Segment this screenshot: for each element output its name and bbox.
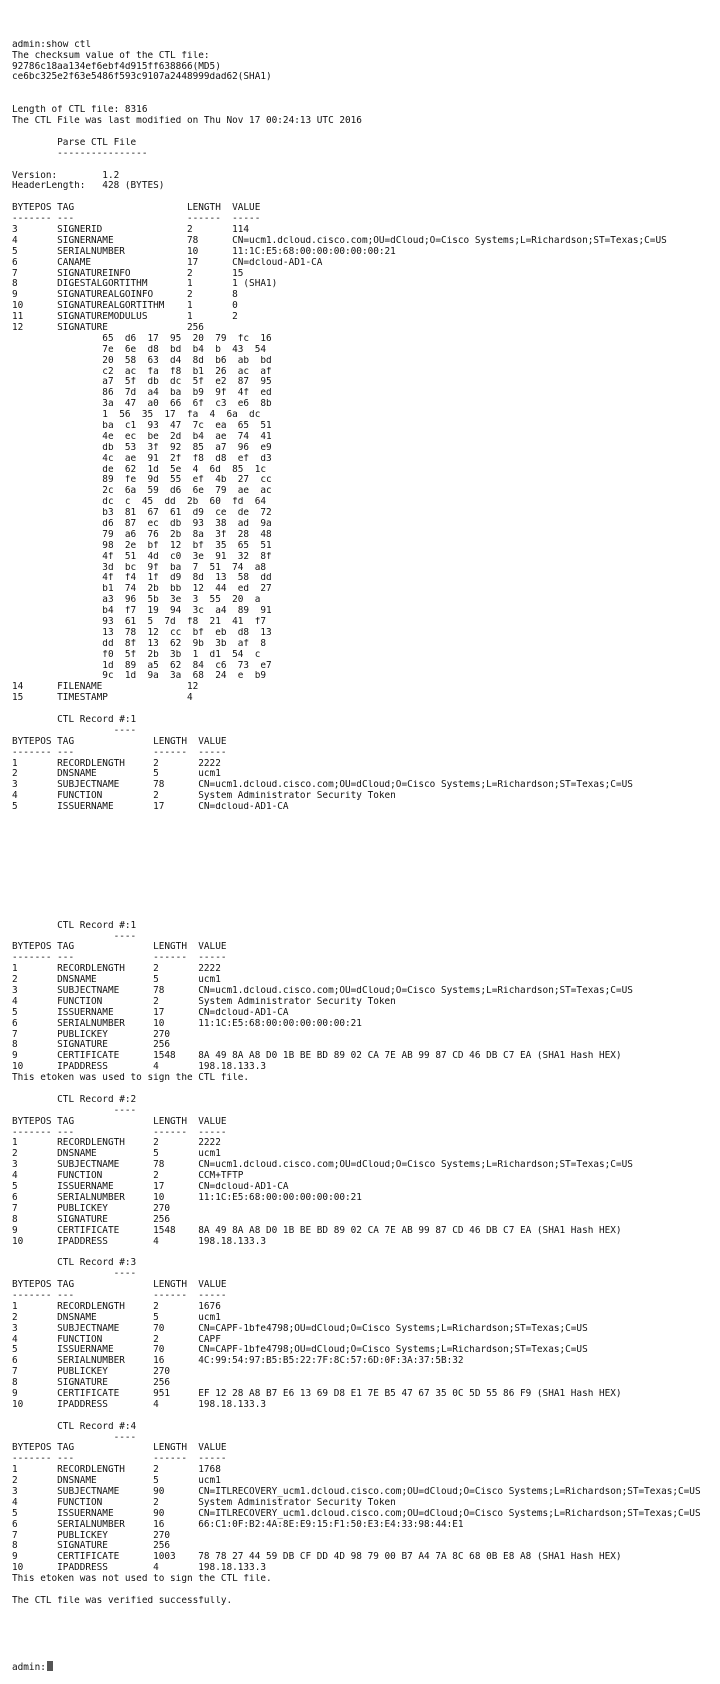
terminal-line: 1d 89 a5 62 84 c6 73 e7 bbox=[12, 660, 272, 671]
terminal-line bbox=[12, 1247, 712, 1258]
terminal-output bbox=[12, 18, 712, 1684]
terminal-line: HeaderLength: 428 (BYTES) bbox=[12, 181, 165, 192]
terminal-line bbox=[12, 127, 712, 138]
terminal-line: 86 7d a4 ba b9 9f 4f ed bbox=[12, 388, 272, 399]
terminal-line: ------- --- ------ ----- bbox=[12, 747, 227, 758]
terminal-line: BYTEPOS TAG LENGTH VALUE bbox=[12, 736, 227, 747]
terminal-line bbox=[12, 94, 712, 105]
terminal-line bbox=[12, 1411, 712, 1422]
terminal-line: 1 RECORDLENGTH 2 2222 bbox=[12, 1138, 221, 1149]
terminal-line: 3a 47 a0 66 6f c3 e6 8b bbox=[12, 399, 272, 410]
terminal-line: 2 DNSNAME 5 ucm1 bbox=[12, 769, 221, 780]
terminal-line: 8 SIGNATURE 256 bbox=[12, 1541, 171, 1552]
terminal-line: 5 ISSUERNAME 17 CN=dcloud-AD1-CA bbox=[12, 1007, 289, 1018]
terminal-line: 4 FUNCTION 2 System Administrator Security Token bbox=[12, 1497, 396, 1508]
terminal-line: 4f f4 1f d9 8d 13 58 dd bbox=[12, 573, 272, 584]
terminal-line: admin:show ctl bbox=[12, 39, 92, 50]
terminal-line: ------- --- ------ ----- bbox=[12, 953, 227, 964]
terminal-line: 2c 6a 59 d6 6e 79 ae ac bbox=[12, 486, 272, 497]
terminal-line: 15 TIMESTAMP 4 bbox=[12, 693, 193, 704]
terminal-line: 4c ae 91 2f f8 d8 ef d3 bbox=[12, 453, 272, 464]
terminal-line: 2 DNSNAME 5 ucm1 bbox=[12, 1149, 221, 1160]
terminal-line: CTL Record #:4 bbox=[12, 1421, 137, 1432]
terminal-line: 1 RECORDLENGTH 2 1676 bbox=[12, 1301, 221, 1312]
terminal-line: dd 8f 13 62 9b 3b af 8 bbox=[12, 638, 266, 649]
terminal-line: b1 74 2b bb 12 44 ed 27 bbox=[12, 584, 272, 595]
terminal-line: 5 ISSUERNAME 17 CN=dcloud-AD1-CA bbox=[12, 1182, 289, 1193]
terminal-line: 10 IPADDRESS 4 198.18.133.3 bbox=[12, 1563, 266, 1574]
terminal-line: 4f 51 4d c0 3e 91 32 8f bbox=[12, 551, 272, 562]
terminal-line: BYTEPOS TAG LENGTH VALUE bbox=[12, 942, 227, 953]
terminal-line bbox=[12, 1084, 712, 1095]
prompt-label: admin: bbox=[12, 1662, 46, 1674]
terminal-line: 4 FUNCTION 2 CAPF bbox=[12, 1334, 221, 1345]
terminal-line: ---- bbox=[12, 1432, 137, 1443]
terminal-line: 5 SERIALNUMBER 10 11:1C:E5:68:00:00:00:00:00:21 bbox=[12, 246, 396, 257]
terminal-line: c2 ac fa f8 b1 26 ac af bbox=[12, 366, 272, 377]
terminal-line: 10 IPADDRESS 4 198.18.133.3 bbox=[12, 1236, 266, 1247]
terminal-line: 7e 6e d8 bd b4 b 43 54 bbox=[12, 344, 266, 355]
terminal-line: BYTEPOS TAG LENGTH VALUE bbox=[12, 1116, 227, 1127]
terminal-line: ---- bbox=[12, 931, 137, 942]
terminal-line: 9c 1d 9a 3a 68 24 e b9 bbox=[12, 671, 266, 682]
terminal-line: db 53 3f 92 85 a7 96 e9 bbox=[12, 442, 272, 453]
terminal-line: ---- bbox=[12, 725, 137, 736]
terminal-line: BYTEPOS TAG LENGTH VALUE bbox=[12, 1443, 227, 1454]
terminal-line: 79 a6 76 2b 8a 3f 28 48 bbox=[12, 529, 272, 540]
terminal-line: 7 PUBLICKEY 270 bbox=[12, 1530, 171, 1541]
terminal-line: CTL Record #:2 bbox=[12, 1094, 137, 1105]
terminal-line: 4 FUNCTION 2 System Administrator Security Token bbox=[12, 791, 396, 802]
terminal-line: 4 SIGNERNAME 78 CN=ucm1.dcloud.cisco.com;OU=dCloud;O=Cisco Systems;L=Richardson;ST=Texas;C=US bbox=[12, 235, 667, 246]
terminal-line: a3 96 5b 3e 3 55 20 a bbox=[12, 595, 261, 606]
terminal-line: 5 ISSUERNAME 90 CN=ITLRECOVERY_ucm1.dcloud.cisco.com;OU=dCloud;O=Cisco Systems;L=Richardson;ST=Texas;C=US bbox=[12, 1508, 701, 1519]
terminal-line: a7 5f db dc 5f e2 87 95 bbox=[12, 377, 272, 388]
terminal-line: 3 SUBJECTNAME 78 CN=ucm1.dcloud.cisco.com;OU=dCloud;O=Cisco Systems;L=Richardson;ST=Texas;C=US bbox=[12, 1160, 633, 1171]
terminal-line bbox=[12, 1585, 712, 1596]
terminal-line: 9 SIGNATUREALGOINFO 2 8 bbox=[12, 290, 238, 301]
terminal-line: 1 RECORDLENGTH 2 2222 bbox=[12, 964, 221, 975]
terminal-line: 6 SERIALNUMBER 10 11:1C:E5:68:00:00:00:00:00:21 bbox=[12, 1018, 362, 1029]
terminal-line: 1 RECORDLENGTH 2 1768 bbox=[12, 1465, 221, 1476]
terminal-line: 9 CERTIFICATE 951 EF 12 28 A8 B7 E6 13 69 D8 E1 7E B5 47 67 35 0C 5D 55 86 F9 (SHA1 Hash HEX) bbox=[12, 1388, 622, 1399]
terminal-line: BYTEPOS TAG LENGTH VALUE bbox=[12, 1280, 227, 1291]
terminal-line: 14 FILENAME 12 bbox=[12, 682, 199, 693]
terminal-line: ---- bbox=[12, 1105, 137, 1116]
terminal-line: f0 5f 2b 3b 1 d1 54 c bbox=[12, 649, 261, 660]
terminal-line: 20 58 63 d4 8d b6 ab bd bbox=[12, 355, 272, 366]
terminal-line: CTL Record #:3 bbox=[12, 1258, 137, 1269]
terminal-line: 89 fe 9d 55 ef 4b 27 cc bbox=[12, 475, 272, 486]
terminal-line: 3 SUBJECTNAME 78 CN=ucm1.dcloud.cisco.com;OU=dCloud;O=Cisco Systems;L=Richardson;ST=Texas;C=US bbox=[12, 780, 633, 791]
terminal-line: de 62 1d 5e 4 6d 85 1c bbox=[12, 464, 266, 475]
terminal-line: 3d bc 9f ba 7 51 74 a8 bbox=[12, 562, 266, 573]
terminal-line: dc c 45 dd 2b 60 fd 64 bbox=[12, 497, 266, 508]
terminal-line: 7 PUBLICKEY 270 bbox=[12, 1367, 171, 1378]
cursor-block[interactable] bbox=[47, 1661, 53, 1671]
terminal-line: The CTL file was verified successfully. bbox=[12, 1595, 233, 1606]
terminal-line: 2 DNSNAME 5 ucm1 bbox=[12, 1476, 221, 1487]
terminal-line: 13 78 12 cc bf eb d8 13 bbox=[12, 627, 272, 638]
terminal-line: 7 SIGNATUREINFO 2 15 bbox=[12, 268, 244, 279]
terminal-line: 6 SERIALNUMBER 16 4C:99:54:97:B5:B5:22:7F:8C:57:6D:0F:3A:37:5B:32 bbox=[12, 1356, 464, 1367]
terminal-line: 6 SERIALNUMBER 10 11:1C:E5:68:00:00:00:00:00:21 bbox=[12, 1192, 362, 1203]
terminal-line: 2 DNSNAME 5 ucm1 bbox=[12, 1312, 221, 1323]
terminal-line: 4 FUNCTION 2 CCM+TFTP bbox=[12, 1171, 244, 1182]
blank-gap bbox=[12, 1629, 712, 1640]
terminal-line bbox=[12, 160, 712, 171]
terminal-line: 6 SERIALNUMBER 16 66:C1:0F:B2:4A:8E:E9:15:F1:50:E3:E4:33:98:44:E1 bbox=[12, 1519, 464, 1530]
terminal-line: 12 SIGNATURE 256 bbox=[12, 322, 204, 333]
terminal-line: 92786c18aa134ef6ebf4d915ff638866(MD5) bbox=[12, 61, 221, 72]
terminal-line: 3 SUBJECTNAME 70 CN=CAPF-1bfe4798;OU=dCloud;O=Cisco Systems;L=Richardson;ST=Texas;C=US bbox=[12, 1323, 588, 1334]
terminal-line: 10 IPADDRESS 4 198.18.133.3 bbox=[12, 1062, 266, 1073]
terminal-line bbox=[12, 192, 712, 203]
terminal-line: 5 ISSUERNAME 70 CN=CAPF-1bfe4798;OU=dCloud;O=Cisco Systems;L=Richardson;ST=Texas;C=US bbox=[12, 1345, 588, 1356]
terminal-line: 3 SUBJECTNAME 90 CN=ITLRECOVERY_ucm1.dcloud.cisco.com;OU=dCloud;O=Cisco Systems;L=Richardson;ST=Texas;C=US bbox=[12, 1486, 701, 1497]
terminal-line: ------- --- ------ ----- bbox=[12, 1290, 227, 1301]
terminal-line: The CTL File was last modified on Thu Nov 17 00:24:13 UTC 2016 bbox=[12, 116, 362, 127]
ctl-header-block bbox=[12, 40, 712, 813]
terminal-line: 7 PUBLICKEY 270 bbox=[12, 1029, 171, 1040]
terminal-line: ------- --- ------ ----- bbox=[12, 1454, 227, 1465]
terminal-line: 8 SIGNATURE 256 bbox=[12, 1378, 171, 1389]
terminal-line: 9 CERTIFICATE 1548 8A 49 8A A8 D0 1B BE BD 89 02 CA 7E AB 99 87 CD 46 DB C7 EA (SHA1 Hash HEX) bbox=[12, 1051, 622, 1062]
ctl-records-block bbox=[12, 921, 712, 1607]
terminal-line bbox=[12, 704, 712, 715]
terminal-line: Parse CTL File bbox=[12, 137, 137, 148]
terminal-line: The checksum value of the CTL file: bbox=[12, 50, 210, 61]
terminal-line: CTL Record #:1 bbox=[12, 920, 137, 931]
terminal-line: 2 DNSNAME 5 ucm1 bbox=[12, 975, 221, 986]
terminal-line: ------- --- ------ ----- bbox=[12, 214, 261, 225]
terminal-line: 65 d6 17 95 20 79 fc 16 bbox=[12, 333, 272, 344]
terminal-line: This etoken was used to sign the CTL file. bbox=[12, 1073, 250, 1084]
terminal-line: 10 IPADDRESS 4 198.18.133.3 bbox=[12, 1399, 266, 1410]
terminal-line: 3 SUBJECTNAME 78 CN=ucm1.dcloud.cisco.com;OU=dCloud;O=Cisco Systems;L=Richardson;ST=Texas;C=US bbox=[12, 986, 633, 997]
terminal-line: 3 SIGNERID 2 114 bbox=[12, 224, 250, 235]
terminal-line: 9 CERTIFICATE 1548 8A 49 8A A8 D0 1B BE BD 89 02 CA 7E AB 99 87 CD 46 DB C7 EA (SHA1 Hash HEX) bbox=[12, 1225, 622, 1236]
terminal-line: 6 CANAME 17 CN=dcloud-AD1-CA bbox=[12, 257, 323, 268]
terminal-line: b3 81 67 61 d9 ce de 72 bbox=[12, 508, 272, 519]
terminal-line: 8 SIGNATURE 256 bbox=[12, 1040, 171, 1051]
terminal-line: 1 56 35 17 fa 4 6a dc bbox=[12, 410, 261, 421]
terminal-line: ---------------- bbox=[12, 148, 148, 159]
terminal-line: 11 SIGNATUREMODULUS 1 2 bbox=[12, 312, 238, 323]
terminal-line: d6 87 ec db 93 38 ad 9a bbox=[12, 519, 272, 529]
terminal-line: ce6bc325e2f63e5486f593c9107a2448999dad62(SHA1) bbox=[12, 72, 272, 83]
terminal-line: 4 FUNCTION 2 System Administrator Security Token bbox=[12, 996, 396, 1007]
terminal-line: 5 ISSUERNAME 17 CN=dcloud-AD1-CA bbox=[12, 802, 289, 813]
terminal-line: Length of CTL file: 8316 bbox=[12, 105, 148, 116]
terminal-line: Version: 1.2 bbox=[12, 170, 120, 181]
terminal-line: BYTEPOS TAG LENGTH VALUE bbox=[12, 203, 261, 214]
terminal-line: 7 PUBLICKEY 270 bbox=[12, 1203, 171, 1214]
terminal-line: 4e ec be 2d b4 ae 74 41 bbox=[12, 431, 272, 442]
terminal-line: ------- --- ------ ----- bbox=[12, 1127, 227, 1138]
terminal-line: b4 f7 19 94 3c a4 89 91 bbox=[12, 606, 272, 617]
terminal-line: 98 2e bf 12 bf 35 65 51 bbox=[12, 540, 272, 551]
terminal-line: 1 RECORDLENGTH 2 2222 bbox=[12, 758, 221, 769]
terminal-line: CTL Record #:1 bbox=[12, 715, 137, 726]
blank-gap bbox=[12, 835, 712, 899]
terminal-line: 10 SIGNATUREALGORTITHM 1 0 bbox=[12, 301, 238, 312]
terminal-line: ba c1 93 47 7c ea 65 51 bbox=[12, 420, 272, 431]
terminal-line bbox=[12, 83, 712, 94]
terminal-line: 8 SIGNATURE 256 bbox=[12, 1214, 171, 1225]
command-prompt-line[interactable] bbox=[12, 1661, 712, 1673]
terminal-line: This etoken was not used to sign the CTL file. bbox=[12, 1574, 272, 1585]
terminal-line: 8 DIGESTALGORTITHM 1 1 (SHA1) bbox=[12, 279, 278, 290]
terminal-line: 9 CERTIFICATE 1003 78 78 27 44 59 DB CF DD 4D 98 79 00 B7 A4 7A 8C 68 0B E8 A8 (SHA1 Hash HEX) bbox=[12, 1552, 622, 1563]
terminal-line: 93 61 5 7d f8 21 41 f7 bbox=[12, 617, 266, 628]
terminal-line: ---- bbox=[12, 1269, 137, 1280]
